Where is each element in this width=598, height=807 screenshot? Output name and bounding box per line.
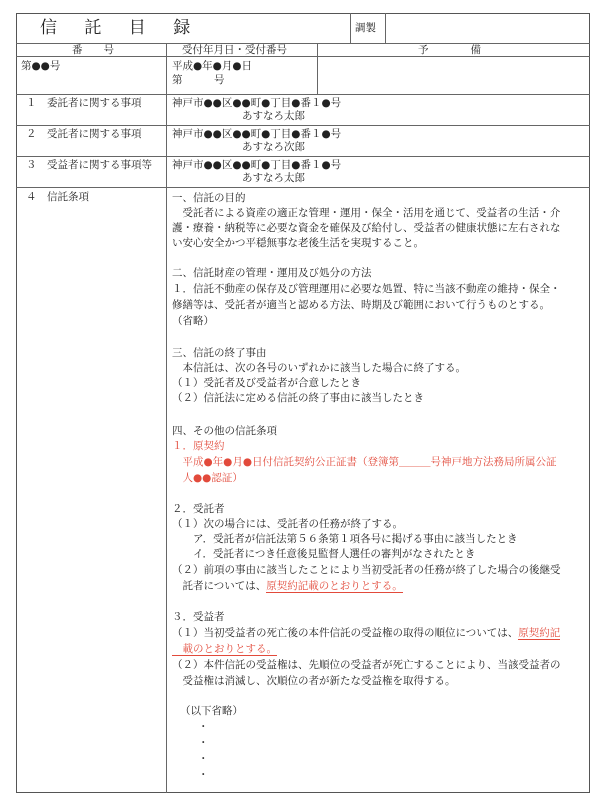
trustee-successor-reference: 原契約記載のとおりとする。 xyxy=(266,580,403,592)
rule-row2 xyxy=(16,156,590,157)
trustee-clause-line: ア．受託者が信託法第５６条第１項各号に掲げる事由に該当したとき xyxy=(172,533,518,545)
entry-dai-go: 第 号 xyxy=(172,74,225,86)
row-label-trustee: ２ 受託者に関する事項 xyxy=(26,128,142,140)
entry-number: 第●●号 xyxy=(21,60,61,72)
section-termination-line: （１）受託者及び受益者が合意したとき xyxy=(172,377,361,389)
beneficiary-clause-title: ３．受益者 xyxy=(172,611,225,623)
section-other-title: 四、その他の信託条項 xyxy=(172,425,277,437)
row-name-trustee: あすなろ次郎 xyxy=(242,141,305,153)
section-purpose-line: 受託者による資産の適正な管理・運用・保全・活用を通じて、受益者の生活・介 xyxy=(172,207,561,219)
section-management-title: 二、信託財産の管理・運用及び処分の方法 xyxy=(172,267,372,279)
trustee-clause-title: ２．受託者 xyxy=(172,503,225,515)
beneficiary-order-reference: 原契約記 xyxy=(518,627,561,639)
trustee-successor-text: 託者については、 xyxy=(172,580,267,592)
beneficiary-order-text: （１）当初受益者の死亡後の本件信託の受益権の取得の順位については、 xyxy=(172,627,519,639)
section-purpose-line: い安心安全かつ平穏無事な老後生活を実現すること。 xyxy=(172,237,424,249)
section-termination-line: （２）信託法に定める信託の終了事由に該当したとき xyxy=(172,392,424,404)
beneficiary-clause-line: 受益権は消滅し、次順位の者が新たな受益権を取得する。 xyxy=(172,675,456,687)
row-name-settlor: あすなろ太郎 xyxy=(242,110,305,122)
original-contract-line: 平成●年●月●日付信託契約公正証書（登簿第＿＿＿号神戸地方法務局所属公証 xyxy=(172,456,557,468)
section-termination-line: 本信託は、次の各号のいずれかに該当した場合に終了する。 xyxy=(172,362,466,374)
continuation-dot: ・ xyxy=(198,737,209,749)
rule-entry xyxy=(16,94,590,95)
entry-date: 平成●年●月●日 xyxy=(172,60,252,72)
chosei-label: 調製 xyxy=(355,22,376,34)
column-received: 受付年月日・受付番号 xyxy=(182,44,287,56)
row-address-trustee: 神戸市●●区●●町●丁目●番１●号 xyxy=(172,128,342,140)
rule-chosei-split xyxy=(385,13,386,43)
row-label-beneficiary: ３ 受益者に関する事項等 xyxy=(26,159,152,171)
rule-row1 xyxy=(16,125,590,126)
beneficiary-clause-line xyxy=(172,627,560,640)
continuation-dot: ・ xyxy=(198,721,209,733)
row-address-beneficiary: 神戸市●●区●●町●丁目●番１●号 xyxy=(172,159,342,171)
continuation-dot: ・ xyxy=(198,769,209,781)
rule-title-split xyxy=(350,13,351,43)
row-label-settlor: １ 委託者に関する事項 xyxy=(26,97,142,109)
rule-row3 xyxy=(16,187,590,188)
trustee-clause-line xyxy=(172,580,403,593)
section-purpose-title: 一、信託の目的 xyxy=(172,192,246,204)
section-management-line: 修繕等は、受託者が適当と認める方法、時期及び範囲において行うものとする。 xyxy=(172,299,550,311)
trustee-clause-line: （２）前項の事由に該当したことにより当初受託者の任務が終了した場合の後継受 xyxy=(172,564,561,576)
column-notes: 予 備 xyxy=(418,44,481,56)
rule-notes-col xyxy=(317,43,318,94)
trustee-clause-line: （１）次の場合には、受託者の任務が終了する。 xyxy=(172,518,403,530)
omitted-note: （以下省略） xyxy=(180,705,243,717)
beneficiary-clause-line xyxy=(172,643,277,656)
original-contract-title: １．原契約 xyxy=(172,440,225,452)
beneficiary-clause-line: （２）本件信託の受益権は、先順位の受益者が死亡することにより、当該受益者の xyxy=(172,659,561,671)
original-contract-line: 人●●認証） xyxy=(172,472,243,484)
rule-label-col xyxy=(166,43,167,793)
row-name-beneficiary: あすなろ太郎 xyxy=(242,172,305,184)
row-address-settlor: 神戸市●●区●●町●丁目●番１●号 xyxy=(172,97,342,109)
beneficiary-order-reference-cont: 載のとおりとする。 xyxy=(172,643,277,655)
section-management-line: （省略） xyxy=(172,315,214,327)
register-title: 信 託 目 録 xyxy=(40,18,202,38)
conditions-label: ４ 信託条項 xyxy=(26,191,89,203)
column-number: 番 号 xyxy=(72,44,114,56)
continuation-dot: ・ xyxy=(198,753,209,765)
section-purpose-line: 護・療養・納税等に必要な資金を確保及び給付し、受益者の健康状態に左右されな xyxy=(172,222,561,234)
section-management-line: １．信託不動産の保存及び管理運用に必要な処置、特に当該不動産の維持・保全・ xyxy=(172,283,561,295)
section-termination-title: 三、信託の終了事由 xyxy=(172,347,267,359)
trustee-clause-line: イ．受託者につき任意後見監督人選任の審判がなされたとき xyxy=(172,548,476,560)
